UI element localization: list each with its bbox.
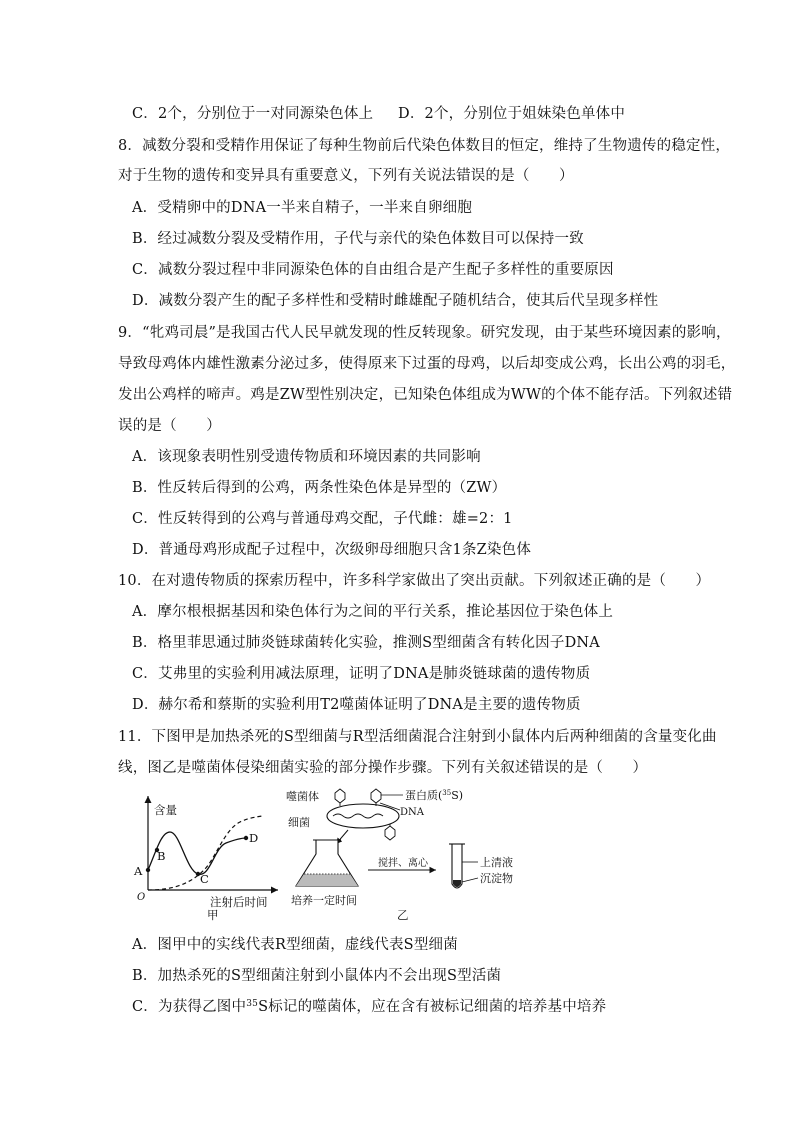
q9-option-d: D．普通母鸡形成配子过程中，次级卵母细胞只含1条Z染色体 (132, 542, 532, 558)
diagram-yi (286, 788, 513, 922)
q11-option-c-suffix: S标记的噬菌体，应在含有被标记细菌的培养基中培养 (258, 999, 607, 1015)
phage-label: 噬菌体 (286, 790, 319, 803)
caption-jia: 甲 (207, 908, 219, 922)
q8-stem-line2: 对于生物的遗传和变异具有重要意义，下列有关说法错误的是（ ） (118, 168, 574, 184)
process-label: 搅拌、离心 (378, 858, 428, 869)
supernatant-label: 上清液 (480, 856, 513, 869)
q10-option-c: C．艾弗里的实验利用减法原理，证明了DNA是肺炎链球菌的遗传物质 (132, 666, 591, 682)
point-d-label: D (249, 831, 259, 845)
sediment-pointer (462, 878, 478, 882)
q9-stem-line4: 误的是（ ） (118, 418, 221, 434)
q9-option-a: A．该现象表明性别受遗传物质和环境因素的共同影响 (132, 449, 481, 465)
point-a-label: A (134, 864, 143, 878)
option-c-prev: C．2个，分别位于一对同源染色体上 (132, 106, 374, 122)
q8-option-a: A．受精卵中的DNA一半来自精子，一半来自卵细胞 (132, 200, 473, 216)
bacteria-label: 细菌 (288, 816, 310, 829)
q10-option-d: D．赫尔希和蔡斯的实验利用T2噬菌体证明了DNA是主要的遗传物质 (132, 697, 581, 713)
q11-option-c-prefix: C．为获得乙图中 (132, 999, 247, 1015)
x-axis-label: 注射后时间 (210, 895, 268, 909)
q10-stem: 10．在对遗传物质的探索历程中，许多科学家做出了突出贡献。下列叙述正确的是（ ） (118, 573, 711, 589)
q9-stem-line1: 9．“牝鸡司晨”是我国古代人民早就发现的性反转现象。研究发现，由于某些环境因素的影响， (118, 325, 731, 341)
q11-figure (128, 786, 608, 926)
q11-option-b: B．加热杀死的S型细菌注射到小鼠体内不会出现S型活菌 (132, 968, 502, 984)
protein-label: 蛋白质($^{35}$S) (405, 789, 464, 802)
q9-stem-line2: 导致母鸡体内雄性激素分泌过多，使得原来下过蛋的母鸡，以后却变成公鸡，长出公鸡的羽毛， (118, 356, 736, 372)
culture-label: 培养一定时间 (291, 894, 357, 907)
q9-option-b: B．性反转后得到的公鸡，两条性染色体是异型的（ZW） (132, 480, 507, 496)
q10-option-a: A．摩尔根根据基因和染色体行为之间的平行关系，推论基因位于染色体上 (132, 604, 614, 620)
dna-label: DNA (400, 807, 424, 818)
q11-option-c (132, 997, 606, 1017)
option-d-prev: D．2个，分别位于姐妹染色单体中 (398, 106, 626, 122)
q8-option-b: B．经过减数分裂及受精作用，子代与亲代的染色体数目可以保持一致 (132, 231, 584, 247)
q9-stem-line3: 发出公鸡样的啼声。鸡是ZW型性别决定，已知染色体组成为WW的个体不能存活。下列叙述错 (118, 387, 733, 403)
q11-stem-line1: 11．下图甲是加热杀死的S型细菌与R型活细菌混合注射到小鼠体内后两种细菌的含量变化曲 (118, 729, 717, 745)
point-a-dot (146, 868, 150, 872)
point-d-dot (244, 836, 248, 840)
q11-option-a: A．图甲中的实线代表R型细菌，虚线代表S型细菌 (132, 937, 458, 953)
q8-option-c: C．减数分裂过程中非同源染色体的自由组合是产生配子多样性的重要原因 (132, 262, 614, 278)
phage-icon-left (335, 789, 345, 806)
q11-option-c-sup: 35 (246, 999, 259, 1009)
origin-label: O (137, 892, 146, 903)
point-c-label: C (200, 872, 209, 886)
caption-yi: 乙 (397, 908, 409, 922)
q11-stem-line2: 线，图乙是噬菌体侵染细菌实验的部分操作步骤。下列有关叙述错误的是（ ） (118, 760, 648, 776)
phage-icon-middle (371, 789, 381, 806)
q10-option-b: B．格里菲思通过肺炎链球菌转化实验，推测S型细菌含有转化因子DNA (132, 635, 600, 651)
y-axis-label: 含量 (154, 803, 177, 817)
q9-option-c: C．性反转得到的公鸡与普通母鸡交配，子代雌：雄=2：1 (132, 511, 513, 527)
q8-stem-line1: 8．减数分裂和受精作用保证了每种生物前后代染色体数目的恒定，维持了生物遗传的稳定性， (118, 138, 731, 154)
point-b-label: B (157, 849, 166, 863)
test-tube-icon (449, 844, 465, 888)
flask-icon (296, 840, 358, 886)
sediment-label: 沉淀物 (480, 872, 513, 885)
q8-option-d: D．减数分裂产生的配子多样性和受精时雌雄配子随机结合，使其后代呈现多样性 (132, 293, 659, 309)
phage-icon-right (385, 824, 395, 840)
graph-jia (133, 796, 278, 922)
